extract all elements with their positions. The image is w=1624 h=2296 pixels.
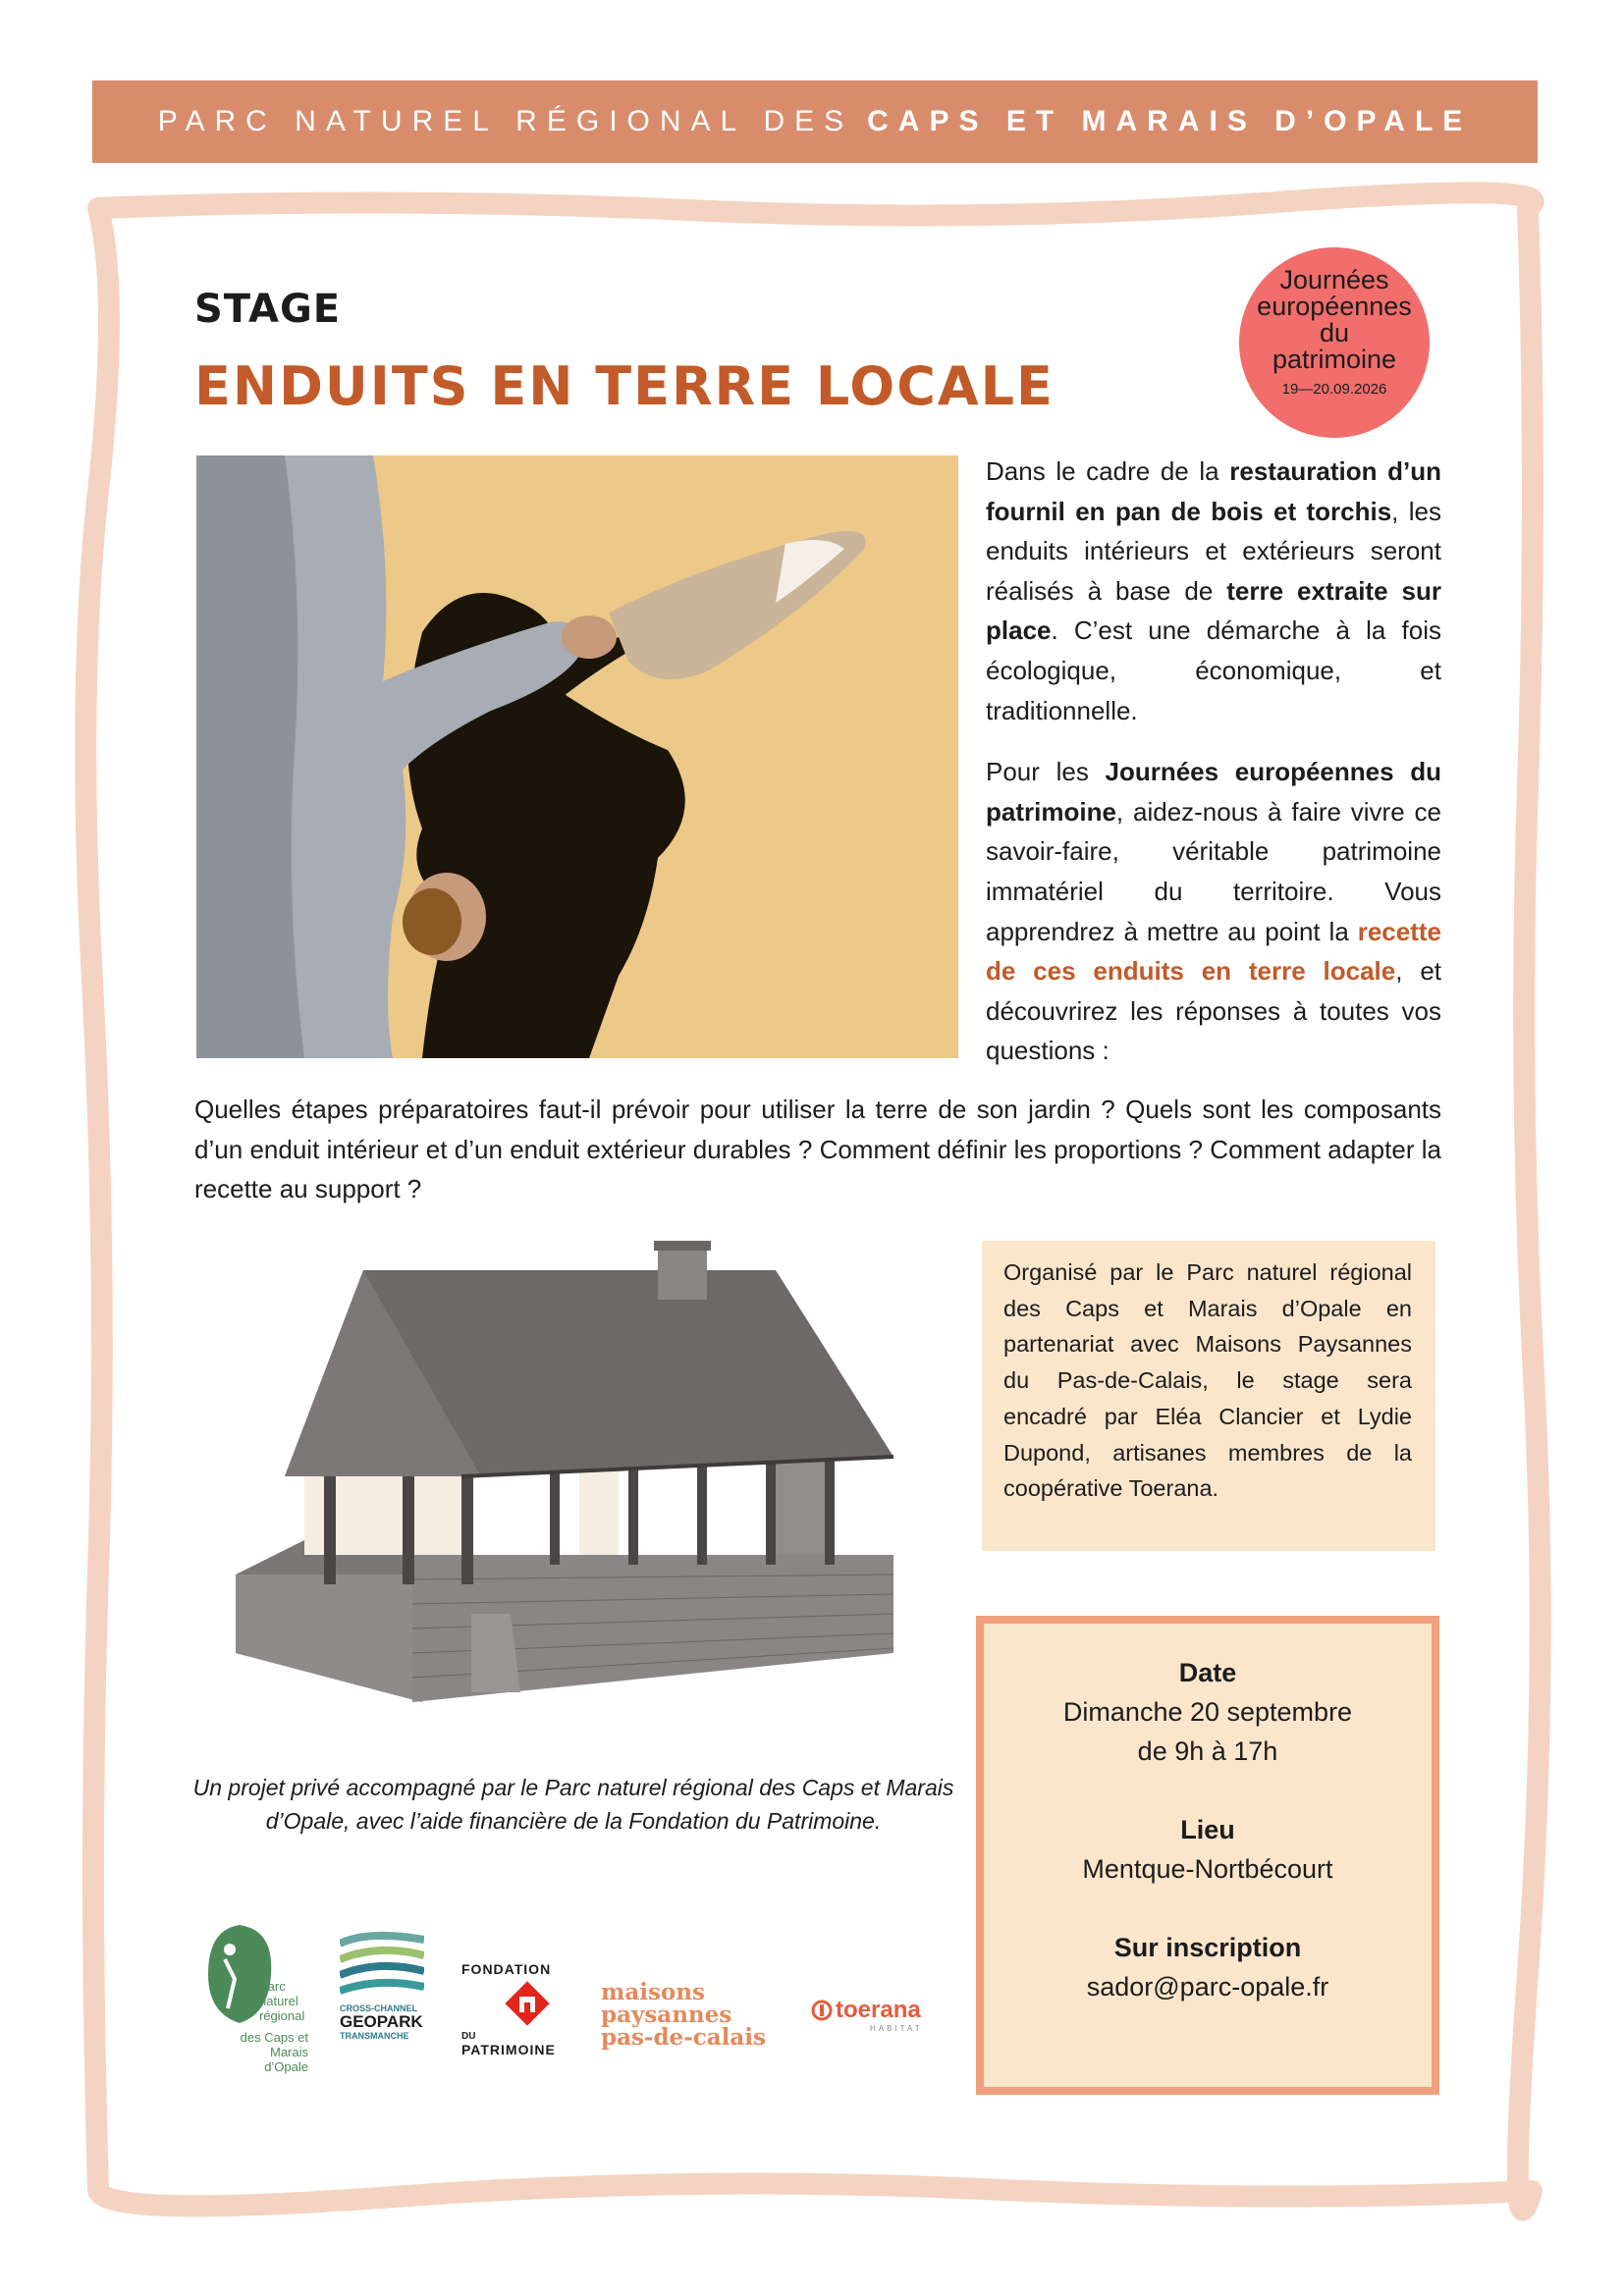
geopark-line2: GEOPARK <box>340 2012 423 2031</box>
toerana-sub: HABITAT <box>870 2024 923 2033</box>
questions-text: Quelles étapes préparatoires faut-il prévoir pour utiliser la terre de son jardin ? Quels sont les composants d’un enduit intérieur et d’un enduit extérieur durables ? Comment définir les proportions ? Comment adapter la recette au support ? <box>194 1095 1441 1204</box>
intro-p2-a: Pour les <box>986 757 1106 787</box>
fondation-line2: DU <box>461 2031 476 2042</box>
place-heading: Lieu <box>1180 1815 1235 1844</box>
stage-label: STAGE <box>194 287 342 332</box>
toerana-mark-icon <box>811 2000 833 2021</box>
funding-caption: Un projet privé accompagné par le Parc naturel régional des Caps et Marais d’Opale, avec l’aide financière de la Fondation du Patrimoine. <box>192 1775 954 1834</box>
logo-maisons-paysannes <box>601 1981 778 2049</box>
top-banner <box>92 80 1538 163</box>
jep-line1: Journées <box>1279 265 1389 294</box>
logo-parc <box>200 1920 308 2077</box>
parc-logo-line3: régional <box>259 2008 305 2023</box>
fondation-line1: FONDATION <box>461 1961 552 1977</box>
intro-p2-d: recette de ces enduits en terre locale <box>986 916 1441 987</box>
page-title: ENDUITS EN TERRE LOCALE <box>194 355 1055 417</box>
parc-logo-line1: Parc <box>259 1979 286 1994</box>
logo-toerana <box>811 1997 958 2033</box>
organizer-box <box>982 1241 1435 1551</box>
banner-bold-text: CAPS ET MARAIS D’OPALE <box>867 105 1473 137</box>
parc-logo-line2: naturel <box>259 1994 298 2008</box>
signup-email[interactable]: sador@parc-opale.fr <box>1086 1972 1329 2002</box>
maisons-line1: maisons <box>601 1979 705 2005</box>
geopark-line3: TRANSMANCHE <box>340 2031 409 2041</box>
event-info-box <box>976 1616 1439 2095</box>
fondation-line3: PATRIMOINE <box>461 2042 556 2057</box>
parc-logo-line4: des Caps et <box>240 2030 308 2045</box>
date-heading: Date <box>1178 1658 1237 1687</box>
geopark-line1: CROSS-CHANNEL <box>340 2003 418 2013</box>
intro-column <box>986 452 1441 1093</box>
jep-line4: patrimoine <box>1272 345 1397 374</box>
jep-line2: européennes <box>1257 292 1412 321</box>
logo-geopark <box>340 1930 428 2041</box>
intro-p1-b: restauration d’un fournil en pan de bois et torchis <box>986 456 1442 526</box>
toerana-name: toerana <box>836 1997 921 2023</box>
parc-logo-line5: Marais d’Opale <box>264 2045 308 2074</box>
fondation-house-icon <box>505 1981 550 2026</box>
intro-p2-e: , et découvrirez les réponses à toutes vos questions : <box>986 956 1441 1066</box>
signup-heading: Sur inscription <box>1113 1933 1302 1962</box>
intro-p1-e: . C’est une démarche à la fois écologique, économique, et traditionnelle. <box>986 615 1441 725</box>
logo-fondation <box>461 1961 569 2057</box>
date-line-1: Dimanche 20 septembre <box>1062 1697 1353 1727</box>
intro-p1-c: , les enduits intérieurs et extérieurs seront réalisés à base de <box>986 496 1441 606</box>
intro-p1-a: Dans le cadre de la <box>986 456 1230 486</box>
intro-p2-b: Journées européennes du patrimoine <box>986 757 1441 827</box>
organizer-text: Organisé par le Parc naturel régional des Caps et Marais d’Opale en partenariat avec Maisons Paysannes du Pas-de-Calais, le stage sera encadré par Eléa Clancier et Lydie Dupond, artisanes membres de la coopérative Toerana. <box>1003 1259 1412 1502</box>
date-line-2: de 9h à 17h <box>1137 1736 1278 1766</box>
jep-badge <box>1239 247 1430 438</box>
maisons-line2: paysannes <box>601 2002 732 2028</box>
questions-paragraph <box>194 1090 1441 1209</box>
intro-p2-c: , aidez-nous à faire vivre ce savoir-faire, véritable patrimoine immatériel du territoire. Vous apprendrez à mettre au point la <box>986 796 1441 946</box>
intro-paragraph-1 <box>986 452 1441 730</box>
maisons-line3: pas-de-calais <box>601 2024 766 2051</box>
intro-paragraph-2 <box>986 752 1441 1071</box>
jep-line3: du <box>1319 318 1350 347</box>
plastering-photo <box>196 455 958 1058</box>
intro-p1-d: terre extraite sur place <box>986 575 1441 646</box>
banner-light-text: PARC NATUREL RÉGIONAL DES <box>157 105 854 137</box>
jep-dates: 19—20.09.2026 <box>1281 381 1387 398</box>
geopark-waves-icon <box>340 1930 424 1999</box>
place-value: Mentque-Nortbécourt <box>1082 1854 1333 1884</box>
bakehouse-illustration <box>226 1241 901 1704</box>
